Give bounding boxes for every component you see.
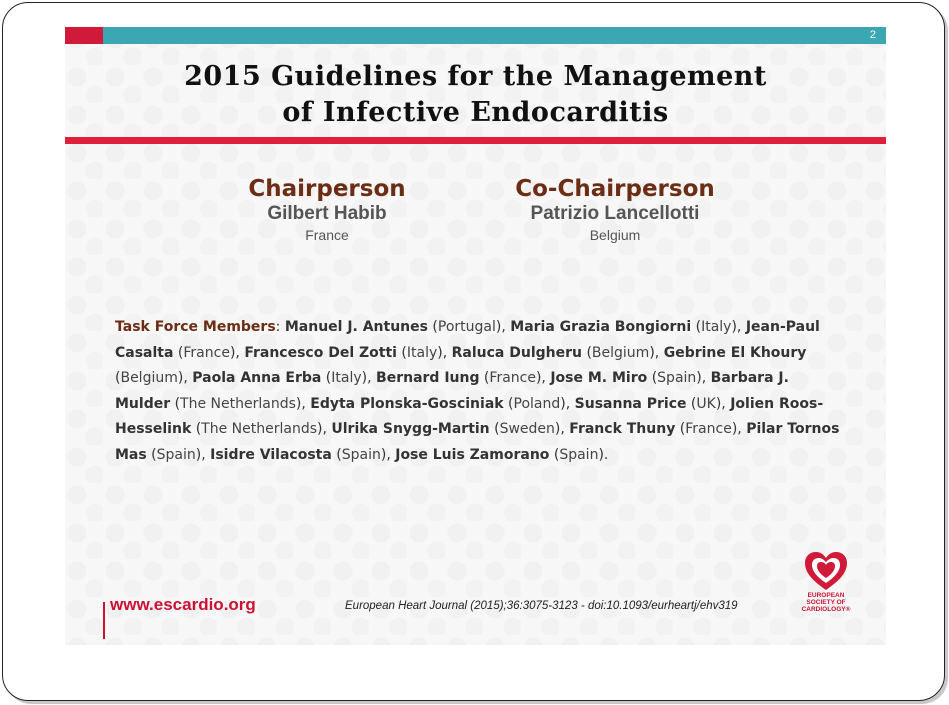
member-country: Spain xyxy=(559,446,599,463)
journal-citation: European Heart Journal (2015);36:3075-3123 - doi:10.1093/eurheartj/ehv319 xyxy=(345,600,738,612)
logo-text-line: SOCIETY OF xyxy=(806,599,846,606)
esc-heart-logo-icon xyxy=(803,550,849,592)
member-name: Paola Anna Erba xyxy=(192,370,322,386)
member-name: Barbara J. Mulder xyxy=(115,370,789,412)
task-force-label: Task Force Members xyxy=(115,319,276,335)
label-colon: : xyxy=(275,319,285,335)
member-name: Edyta Plonska-Gosciniak xyxy=(310,395,504,412)
member-country: The Netherlands xyxy=(180,395,296,412)
title-divider xyxy=(65,137,886,144)
cochairperson-block xyxy=(485,175,745,245)
member-country: Belgium xyxy=(120,370,178,386)
member-name: Maria Grazia Bongiorni xyxy=(510,319,692,335)
member-country: Italy xyxy=(701,319,732,335)
esc-logo-text xyxy=(797,592,855,613)
member-name: Raluca Dulgheru xyxy=(451,344,582,361)
member-name: Francesco Del Zotti xyxy=(244,344,397,361)
member-list: Manuel J. Antunes (Portugal), Maria Grazia Bongiorni (Italy), Jean-Paul Casalta (France), Francesco Del Zotti (Italy), Raluca Dulgheru (Belgium), Gebrine El Khoury (Belgium), Paola Anna Erba (Italy), Bernard Iung (France), Jose M. Miro (Spain), Barbara J. Mulder (The Netherlands), Edyta Plonska-Gosciniak (Poland), Susanna Price (UK), Jolien Roos-Hesselink (The Netherlands), Ulrika Snygg-Martin (Sweden), Franck Thuny (France), Pilar Tornos Mas (Spain), Isidre Vilacosta (Spain), Jose Luis Zamorano (Spain). xyxy=(115,319,840,463)
logo-text-line: CARDIOLOGY® xyxy=(801,606,851,613)
member-country: Spain xyxy=(156,446,196,463)
member-name: Bernard Iung xyxy=(376,370,480,386)
slide-title xyxy=(65,59,886,131)
cochairperson-role: Co-Chairperson xyxy=(515,176,715,202)
chairperson-country: France xyxy=(305,227,349,243)
chairperson-name: Gilbert Habib xyxy=(267,203,387,224)
member-country: Belgium xyxy=(591,344,650,361)
footer-divider xyxy=(103,602,105,639)
member-country: France xyxy=(489,370,536,386)
member-country: Sweden xyxy=(499,421,555,437)
task-force-members xyxy=(115,315,845,468)
esc-logo xyxy=(797,550,855,613)
chairperson-role: Chairperson xyxy=(248,176,406,202)
member-country: Portugal xyxy=(437,319,496,335)
slide xyxy=(65,27,886,645)
top-accent-bar xyxy=(65,27,886,44)
member-name: Susanna Price xyxy=(574,395,687,412)
member-country: Spain xyxy=(657,370,697,386)
title-line-2: of Infective Endocarditis xyxy=(282,97,669,128)
chairperson-block xyxy=(197,175,457,245)
member-country: The Netherlands xyxy=(201,421,317,437)
title-line-1: 2015 Guidelines for the Management xyxy=(184,61,767,92)
member-name: Pilar Tornos Mas xyxy=(115,421,840,463)
member-country: Italy xyxy=(406,344,438,361)
member-country: Spain xyxy=(341,446,381,463)
member-name: Gebrine El Khoury xyxy=(663,344,807,361)
member-name: Isidre Vilacosta xyxy=(210,446,332,463)
member-name: Jean-Paul Casalta xyxy=(115,319,820,361)
member-name: Franck Thuny xyxy=(569,421,676,437)
member-country: Italy xyxy=(331,370,362,386)
member-name: Ulrika Snygg-Martin xyxy=(331,421,490,437)
member-country: Poland xyxy=(513,395,561,412)
member-name: Jose Luis Zamorano xyxy=(395,446,550,463)
member-name: Jose M. Miro xyxy=(550,370,648,386)
logo-text-line: EUROPEAN xyxy=(807,592,845,599)
slide-number: 2 xyxy=(869,29,876,41)
member-name: Manuel J. Antunes xyxy=(284,319,428,335)
website-link[interactable]: www.escardio.org xyxy=(110,595,256,614)
top-accent-red-block xyxy=(65,27,103,44)
member-name: Jolien Roos-Hesselink xyxy=(115,395,824,437)
cochairperson-country: Belgium xyxy=(589,227,641,243)
member-country: France xyxy=(183,344,230,361)
member-country: UK xyxy=(696,395,716,412)
cochairperson-name: Patrizio Lancellotti xyxy=(530,203,700,224)
member-country: France xyxy=(685,421,732,437)
